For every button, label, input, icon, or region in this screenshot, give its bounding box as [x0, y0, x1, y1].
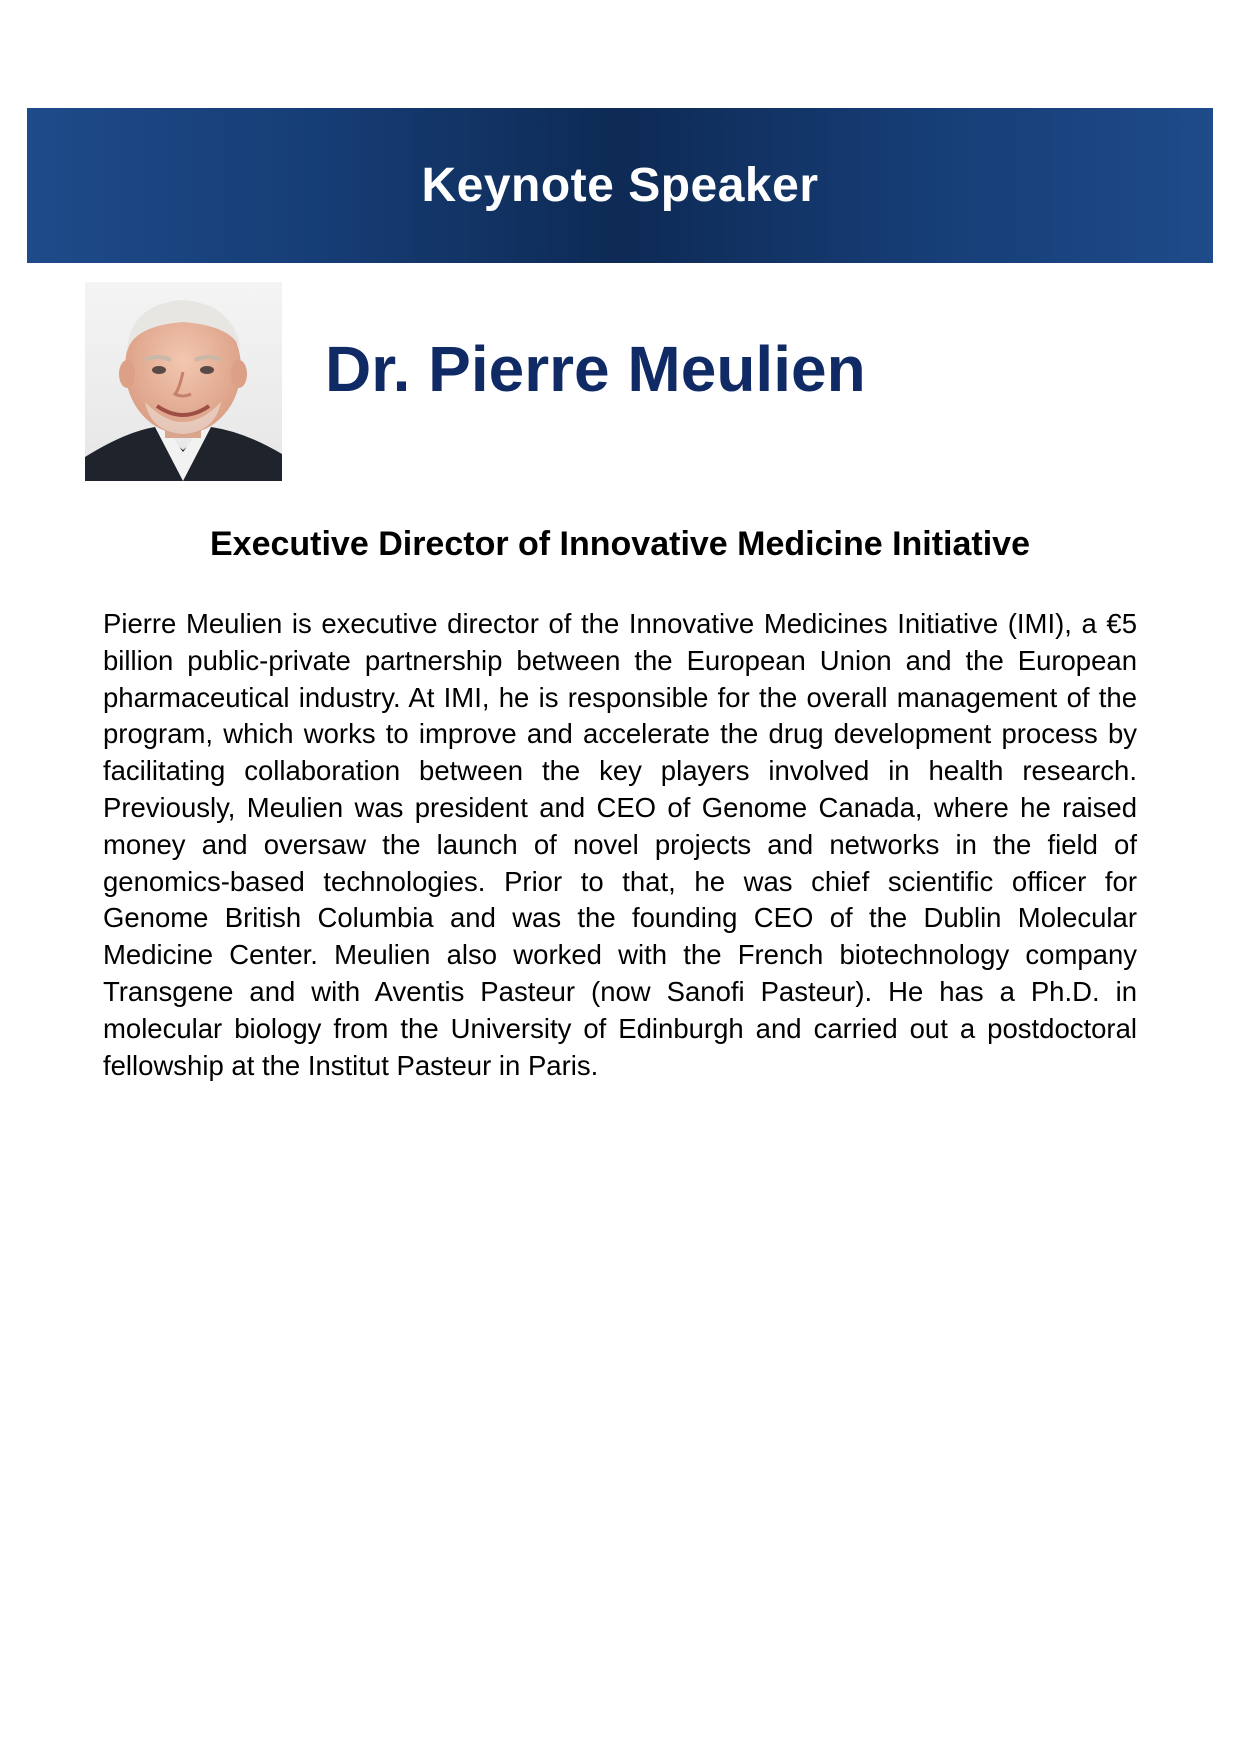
speaker-name: Dr. Pierre Meulien — [325, 333, 866, 405]
speaker-role: Executive Director of Innovative Medicine Initiative — [209, 525, 1031, 563]
header-banner — [27, 108, 1213, 263]
banner-title: Keynote Speaker — [421, 159, 819, 212]
speaker-photo — [85, 282, 282, 481]
speaker-bio: Pierre Meulien is executive director of the Innovative Medicines Initiative (IMI), a €5 billion public-private partnership between the European Union and the European pharmaceutical industry. At IMI, he is responsible for the overall management of the program, which works to improve and accelerate the drug development process by facilitating collaboration between the key players involved in health research. Previously, Meulien was president and CEO of Genome Canada, where he raised money and oversaw the launch of novel projects and networks in the field of genomics-based technologies. Prior to that, he was chief scientific officer for Genome British Columbia and was the founding CEO of the Dublin Molecular Medicine Center. Meulien also worked with the French biotechnology company Transgene and with Aventis Pasteur (now Sanofi Pasteur). He has a Ph.D. in molecular biology from the University of Edinburgh and carried out a postdoctoral fellowship at the Institut Pasteur in Paris. — [103, 608, 1137, 1081]
